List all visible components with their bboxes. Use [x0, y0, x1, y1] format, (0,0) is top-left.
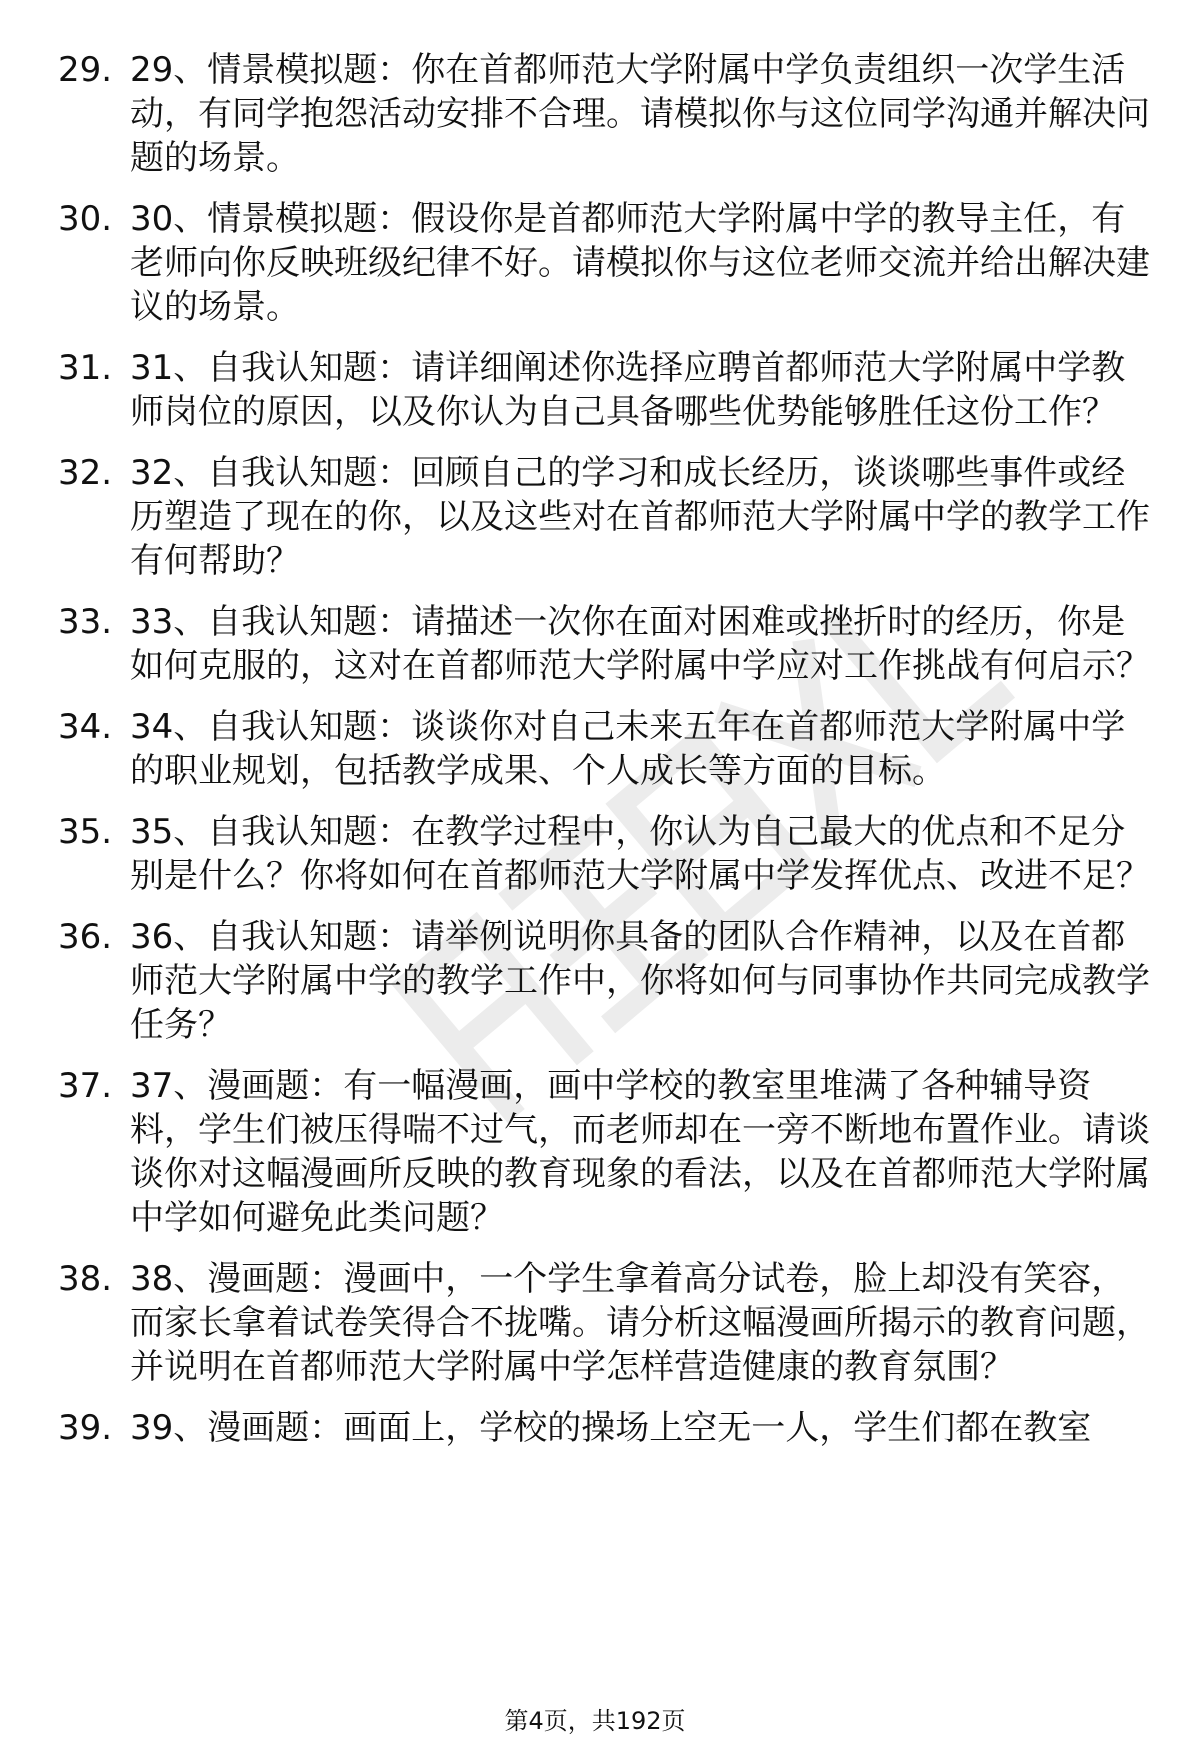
question-number: 36.	[58, 917, 113, 957]
question-text: 36、自我认知题：请举例说明你具备的团队合作精神，以及在首都师范大学附属中学的教学工作中，你将如何与同事协作共同完成教学任务？	[130, 917, 1150, 1045]
question-text: 35、自我认知题：在教学过程中，你认为自己最大的优点和不足分别是什么？你将如何在首都师范大学附属中学发挥优点、改进不足？	[130, 812, 1150, 896]
question-number: 35.	[58, 812, 113, 852]
question-item	[0, 810, 1190, 898]
question-number: 37.	[58, 1066, 113, 1106]
question-item	[0, 48, 1190, 180]
question-text: 38、漫画题：漫画中，一个学生拿着高分试卷，脸上却没有笑容，而家长拿着试卷笑得合不拢嘴。请分析这幅漫画所揭示的教育问题，并说明在首都师范大学附属中学怎样营造健康的教育氛围？	[130, 1259, 1150, 1387]
question-text: 29、情景模拟题：你在首都师范大学附属中学负责组织一次学生活动，有同学抱怨活动安排不合理。请模拟你与这位同学沟通并解决问题的场景。	[130, 50, 1150, 178]
question-number: 30.	[58, 199, 113, 239]
question-item	[0, 600, 1190, 688]
question-text: 37、漫画题：有一幅漫画，画中学校的教室里堆满了各种辅导资料，学生们被压得喘不过气，而老师却在一旁不断地布置作业。请谈谈你对这幅漫画所反映的教育现象的看法，以及在首都师范大学附属中学如何避免此类问题？	[130, 1066, 1150, 1238]
question-number: 31.	[58, 348, 113, 388]
page-footer: 第4页，共192页	[504, 1707, 686, 1735]
question-item	[0, 705, 1190, 793]
question-list	[0, 48, 1190, 1467]
question-number: 39.	[58, 1408, 113, 1448]
question-text: 34、自我认知题：谈谈你对自己未来五年在首都师范大学附属中学的职业规划，包括教学成果、个人成长等方面的目标。	[130, 707, 1126, 791]
question-text: 33、自我认知题：请描述一次你在面对困难或挫折时的经历，你是如何克服的，这对在首都师范大学附属中学应对工作挑战有何启示？	[130, 602, 1150, 686]
question-text: 31、自我认知题：请详细阐述你选择应聘首都师范大学附属中学教师岗位的原因，以及你认为自己具备哪些优势能够胜任这份工作？	[130, 348, 1126, 432]
question-item	[0, 1406, 1190, 1450]
question-item	[0, 197, 1190, 329]
question-item	[0, 1257, 1190, 1389]
question-text: 39、漫画题：画面上，学校的操场上空无一人，学生们都在教室	[130, 1408, 1092, 1448]
question-number: 29.	[58, 50, 113, 90]
question-number: 38.	[58, 1259, 113, 1299]
question-number: 33.	[58, 602, 113, 642]
question-item	[0, 451, 1190, 583]
question-item	[0, 346, 1190, 434]
question-text: 30、情景模拟题：假设你是首都师范大学附属中学的教导主任，有老师向你反映班级纪律不好。请模拟你与这位老师交流并给出解决建议的场景。	[130, 199, 1150, 327]
question-number: 34.	[58, 707, 113, 747]
question-item	[0, 915, 1190, 1047]
question-item	[0, 1064, 1190, 1240]
question-number: 32.	[58, 453, 113, 493]
question-text: 32、自我认知题：回顾自己的学习和成长经历，谈谈哪些事件或经历塑造了现在的你，以及这些对在首都师范大学附属中学的教学工作有何帮助？	[130, 453, 1150, 581]
